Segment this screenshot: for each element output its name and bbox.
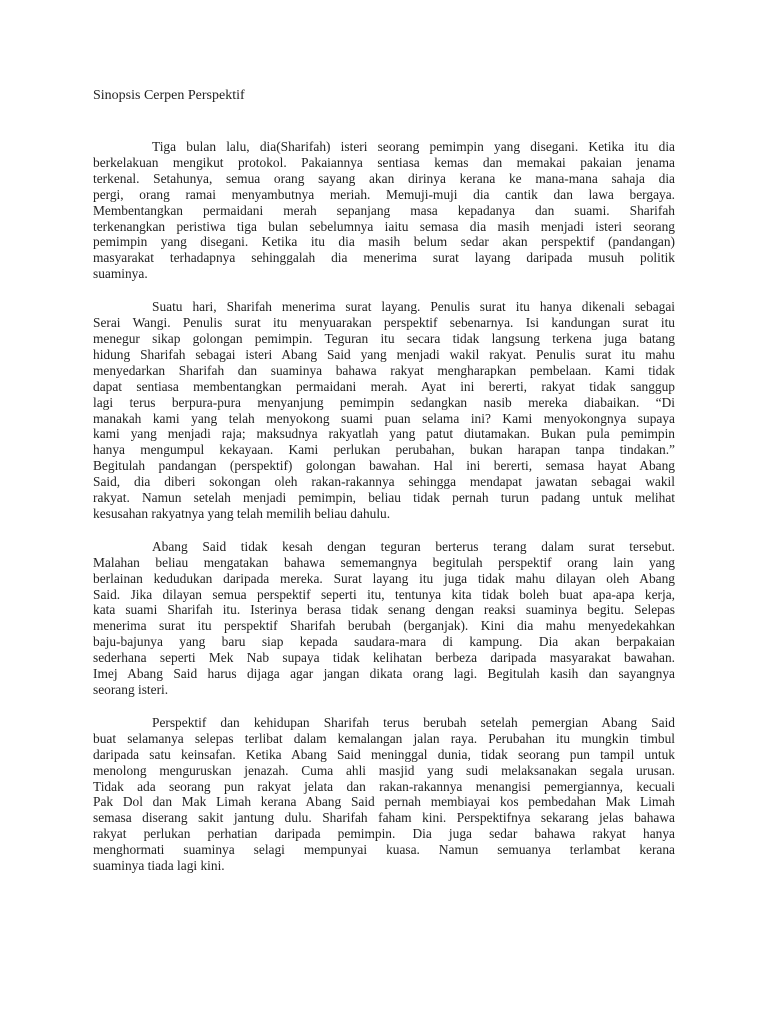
text-line: manakah kami yang telah menyokong suami puan selama ini? Kami menyokongnya supaya xyxy=(93,410,675,426)
text-line: kami yang menjadi raja; maksudnya rakyatlah yang patut diutamakan. Bukan pula pemimpin xyxy=(93,426,675,442)
text-line: masyarakat terhadapnya sehinggalah dia menerima surat layang daripada musuh politik xyxy=(93,250,675,266)
text-line: lagi terus berpura-pura menyanjung pemimpin sedangkan nasib mereka diabaikan. “Di xyxy=(93,394,675,410)
text-line: hanya mengumpul kekayaan. Kami perlukan perubahan, bukan harapan tanpa tindakan.” xyxy=(93,442,675,458)
paragraph xyxy=(93,139,675,282)
text-line: Said, dia diberi sokongan oleh rakan-rakannya sehingga mendapat jawatan sebagai wakil xyxy=(93,474,675,490)
text-line: menerima surat itu perspektif Sharifah berubah (berganjak). Kini dia mahu menyedekahkan xyxy=(93,618,675,634)
text-line: pergi, orang ramai menyambutnya meriah. Memuji-muji dia cantik dan lawa bergaya. xyxy=(93,186,675,202)
text-line: Tiga bulan lalu, dia(Sharifah) isteri seorang pemimpin yang disegani. Ketika itu dia xyxy=(152,139,675,154)
paragraph xyxy=(93,715,675,874)
text-line: suaminya. xyxy=(93,266,148,282)
text-line: Serai Wangi. Penulis surat itu menyuarakan perspektif sebenarnya. Isi kandungan surat itu xyxy=(93,315,675,331)
text-line: sederhana seperti Mek Nab supaya tidak kelihatan berbeza daripada masyarakat bawahan. xyxy=(93,650,675,666)
text-line: rakyat. Namun setelah menjadi pemimpin, beliau tidak pernah turun padang untuk melihat xyxy=(93,490,675,506)
text-line: semasa diserang sakit jantung dulu. Sharifah faham kini. Perspektifnya sekarang jelas bahawa xyxy=(93,810,675,826)
text-line: suaminya tiada lagi kini. xyxy=(93,858,225,874)
text-line: Said. Jika dilayan semua perspektif seperti itu, tentunya kita tidak boleh buat apa-apa kerja, xyxy=(93,586,675,602)
text-line: menyedarkan Sharifah dan suaminya bahawa rakyat mengharapkan pembelaan. Kami tidak xyxy=(93,362,675,378)
paragraph xyxy=(93,539,675,698)
text-line: kata suami Sharifah itu. Isterinya berasa tidak senang dengan reaksi suaminya begitu. Selepas xyxy=(93,602,675,618)
text-line: Membentangkan permaidani merah sepanjang masa kepadanya dan suami. Sharifah xyxy=(93,202,675,218)
text-line: Tidak ada seorang pun rakyat jelata dan rakan-rakannya menangisi pemergiannya, kecuali xyxy=(93,778,675,794)
text-line: menegur sikap golongan pemimpin. Teguran itu secara tidak langsung terkena juga batang xyxy=(93,330,675,346)
text-line: Pak Dol dan Mak Limah kerana Abang Said pernah membiayai kos pembedahan Mak Limah xyxy=(93,794,675,810)
text-line: Abang Said tidak kesah dengan teguran berterus terang dalam surat tersebut. xyxy=(152,538,675,554)
text-line: Suatu hari, Sharifah menerima surat layang. Penulis surat itu hanya dikenali sebagai xyxy=(152,299,675,315)
text-line: seorang isteri. xyxy=(93,682,169,697)
text-line: Perspektif dan kehidupan Sharifah terus berubah setelah pemergian Abang Said xyxy=(152,714,675,730)
text-line: menghormati suaminya selagi mempunyai kuasa. Namun semuanya terlambat kerana xyxy=(93,842,675,858)
text-line: terkenal. Setahunya, semua orang sayang akan dirinya kerana ke mana-mana sahaja dia xyxy=(93,170,675,186)
text-line: berlainan kedudukan daripada mereka. Surat layang itu juga tidak mahu dilayan oleh Abang xyxy=(93,570,675,586)
text-line: dapat sentiasa membentangkan permaidani merah. Ayat ini bererti, rakyat tidak sanggup xyxy=(93,378,675,394)
text-line: daripada satu keinsafan. Ketika Abang Said meninggal dunia, tidak seorang pun tampil untuk xyxy=(93,746,675,762)
text-line: terkenangkan peristiwa tiga bulan sebelumnya iaitu semasa dia masih menjadi isteri seorang xyxy=(93,218,675,234)
document-body xyxy=(93,139,675,874)
text-line: baju-bajunya yang baru siap kepada saudara-mara di kampung. Dia akan berpakaian xyxy=(93,634,675,650)
text-line: kesusahan rakyatnya yang telah memilih beliau dahulu. xyxy=(93,505,391,521)
text-line: Imej Abang Said harus dijaga agar jangan dikata orang lagi. Begitulah kasih dan sayangnya xyxy=(93,666,675,682)
paragraph xyxy=(93,299,675,522)
text-line: menolong menguruskan jenazah. Cuma ahli masjid yang sudi melaksanakan segala urusan. xyxy=(93,762,675,778)
text-line: Malahan beliau mengatakan bahawa sememangnya begitulah perspektif orang lain yang xyxy=(93,554,675,570)
text-line: rakyat perlukan perhatian daripada pemimpin. Dia juga sedar bahawa rakyat hanya xyxy=(93,826,675,842)
text-line: berkelakuan mengikut protokol. Pakaiannya sentiasa kemas dan memakai pakaian jenama xyxy=(93,154,675,170)
text-line: Begitulah pandangan (perspektif) golongan bawahan. Hal ini bererti, semasa hayat Abang xyxy=(93,458,675,474)
text-line: buat selamanya selepas terlibat dalam kemalangan jalan raya. Perubahan itu mungkin timbul xyxy=(93,730,675,746)
document-title: Sinopsis Cerpen Perspektif xyxy=(93,88,245,103)
text-line: hidung Sharifah sebagai isteri Abang Said yang menjadi wakil rakyat. Penulis surat itu mahu xyxy=(93,346,675,362)
text-line: pemimpin yang disegani. Ketika itu dia masih belum sedar akan perspektif (pandangan) xyxy=(93,234,675,250)
